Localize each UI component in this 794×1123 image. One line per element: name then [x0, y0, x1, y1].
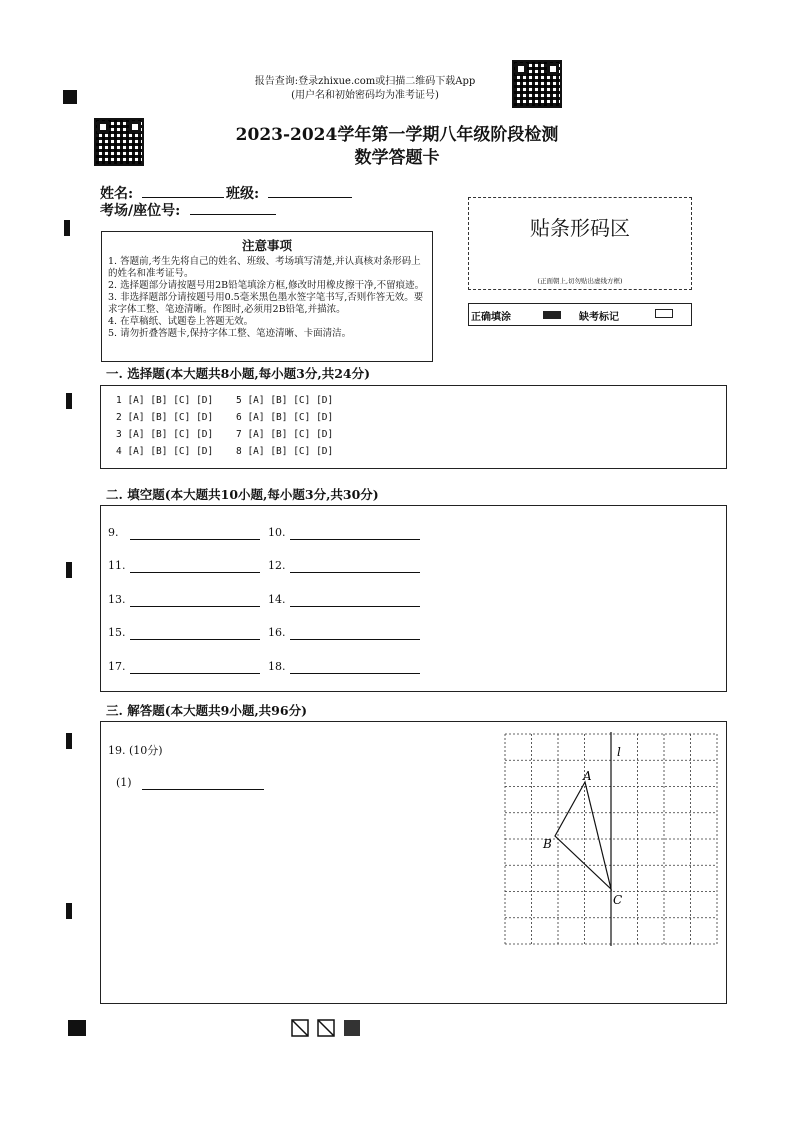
fill-answer-line[interactable]: [130, 639, 260, 640]
fill-number: 11.: [108, 559, 126, 572]
choice-row[interactable]: 5 [A] [B] [C] [D]: [236, 395, 334, 406]
timing-mark: [66, 733, 72, 749]
timing-mark: [64, 220, 70, 236]
choice-row[interactable]: 1 [A] [B] [C] [D]: [116, 395, 214, 406]
room-seat-label: 考场/座位号:: [100, 203, 181, 219]
point-label-c: C: [613, 893, 623, 907]
notice-title: 注意事项: [241, 238, 292, 253]
notice-item: 2. 选择题部分请按题号用2B铅笔填涂方框,修改时用橡皮擦干净,不留痕迹。: [108, 280, 425, 291]
fill-answer-line[interactable]: [130, 606, 260, 607]
fill-answer-line[interactable]: [290, 539, 420, 540]
notice-box: [101, 231, 433, 362]
bottom-marks: [290, 1018, 370, 1038]
barcode-hint: (正面朝上,切勿贴出虚线方框): [537, 277, 623, 285]
qr-code-icon: [512, 60, 562, 108]
fill-answer-line[interactable]: [290, 606, 420, 607]
fill-number: 10.: [268, 526, 286, 539]
barcode-title: 贴条形码区: [530, 216, 630, 240]
class-field[interactable]: [268, 197, 352, 198]
name-label: 姓名:: [100, 186, 134, 202]
fill-number: 17.: [108, 660, 126, 673]
correct-fill-label: 正确填涂: [471, 312, 511, 323]
question-19-part1-label: (1): [116, 776, 132, 789]
fill-number: 14.: [268, 593, 286, 606]
triangle-abc: [555, 782, 611, 889]
notice-item: 4. 在草稿纸、试题卷上答题无效。: [108, 316, 254, 327]
point-label-a: A: [583, 769, 592, 783]
fill-number: 16.: [268, 626, 286, 639]
choice-row[interactable]: 6 [A] [B] [C] [D]: [236, 412, 334, 423]
fill-answer-line[interactable]: [290, 639, 420, 640]
corner-mark-top-left: [63, 90, 77, 104]
room-seat-field[interactable]: [190, 214, 276, 215]
choice-row[interactable]: 4 [A] [B] [C] [D]: [116, 446, 214, 457]
section-fill-title: 二. 填空题(本大题共10小题,每小题3分,共30分): [106, 487, 379, 502]
notice-item: 5. 请勿折叠答题卡,保持字体工整、笔迹清晰、卡面清洁。: [108, 328, 352, 339]
fill-number: 13.: [108, 593, 126, 606]
line-label-l: l: [617, 745, 621, 759]
section-solve-title: 三. 解答题(本大题共9小题,共96分): [106, 703, 307, 718]
absent-mark-box[interactable]: [655, 309, 673, 318]
fill-number: 15.: [108, 626, 126, 639]
fill-legend: [468, 303, 692, 326]
question-19-part1-answer[interactable]: [142, 789, 264, 790]
choice-row[interactable]: 3 [A] [B] [C] [D]: [116, 429, 214, 440]
class-label: 班级:: [226, 186, 260, 202]
barcode-area: [468, 197, 692, 290]
fill-box: [100, 505, 727, 692]
fill-number: 9.: [108, 526, 119, 539]
correct-fill-sample: [543, 311, 561, 319]
notice-item: 3. 非选择题部分请按题号用0.5毫米黑色墨水签字笔书写,否则作答无效。要求字体工整、笔迹清晰。作图时,必须用2B铅笔,并描浓。: [108, 292, 424, 315]
report-query-note: (用户名和初始密码均为准考证号): [291, 90, 439, 101]
choice-row[interactable]: 7 [A] [B] [C] [D]: [236, 429, 334, 440]
fill-answer-line[interactable]: [130, 673, 260, 674]
section-choice-title: 一. 选择题(本大题共8小题,每小题3分,共24分): [106, 366, 371, 381]
choice-row[interactable]: 8 [A] [B] [C] [D]: [236, 446, 334, 457]
fill-answer-line[interactable]: [290, 673, 420, 674]
notice-item: 1. 答题前,考生先将自己的姓名、班级、考场填写清楚,并认真核对条形码上的姓名和准考证号。: [108, 256, 421, 279]
page-subtitle: 数学答题卡: [354, 148, 440, 168]
corner-mark-bottom-left: [68, 1020, 86, 1036]
point-label-b: B: [543, 837, 552, 851]
grid-figure: [503, 732, 719, 946]
absent-mark-label: 缺考标记: [579, 312, 619, 323]
timing-mark: [66, 562, 72, 578]
fill-answer-line[interactable]: [130, 572, 260, 573]
name-field[interactable]: [142, 197, 224, 198]
timing-mark: [66, 393, 72, 409]
fill-number: 12.: [268, 559, 286, 572]
fill-number: 18.: [268, 660, 286, 673]
timing-mark: [66, 903, 72, 919]
choice-row[interactable]: 2 [A] [B] [C] [D]: [116, 412, 214, 423]
question-19-label: 19. (10分): [108, 744, 163, 757]
page-title: 2023-2024学年第一学期八年级阶段检测: [235, 125, 559, 145]
fill-answer-line[interactable]: [130, 539, 260, 540]
fill-answer-line[interactable]: [290, 572, 420, 573]
report-query-line: 报告查询:登录zhixue.com或扫描二维码下载App: [254, 76, 476, 87]
